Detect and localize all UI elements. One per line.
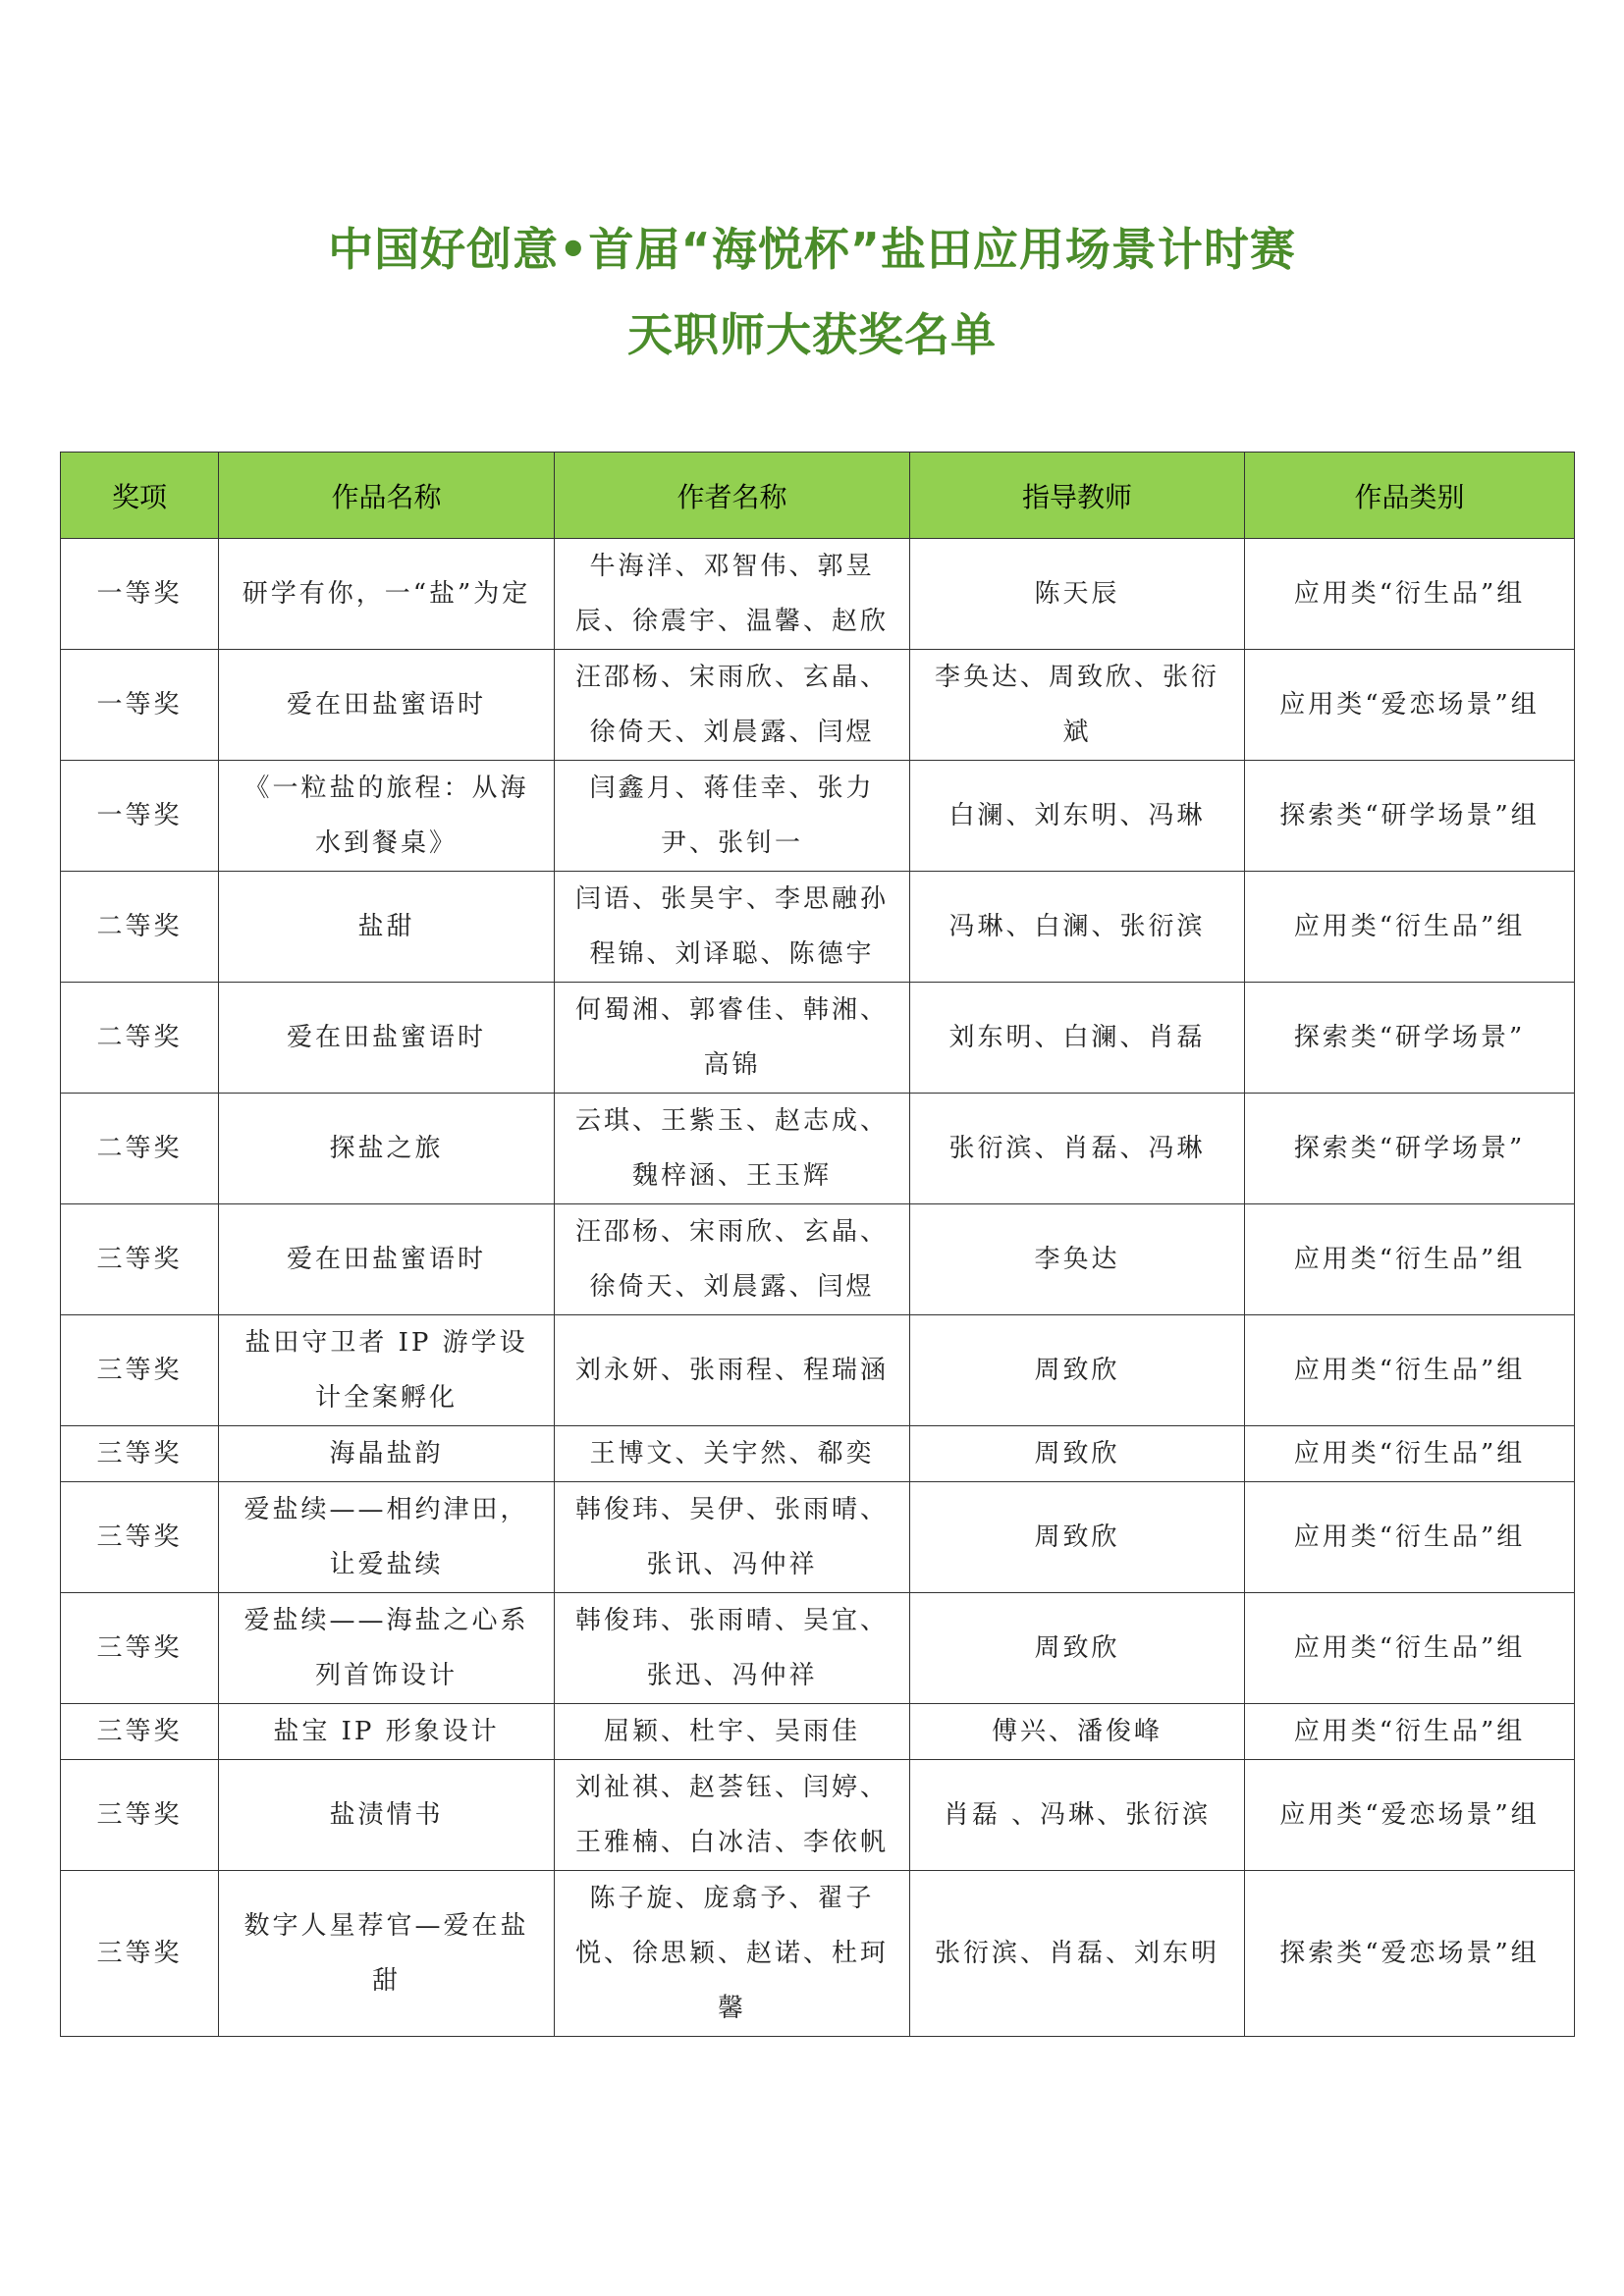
cell-category: 应用类“衍生品”组 xyxy=(1245,1593,1575,1704)
cell-award: 一等奖 xyxy=(61,650,219,761)
table-row xyxy=(61,1871,1575,2037)
cell-authors: 陈子旋、庞翕予、翟子悦、徐思颖、赵诺、杜珂馨 xyxy=(555,1871,910,2037)
table-row xyxy=(61,1760,1575,1871)
cell-authors: 闫鑫月、蒋佳幸、张力尹、张钊一 xyxy=(555,761,910,872)
cell-work: 爱在田盐蜜语时 xyxy=(219,983,555,1094)
cell-work: 《一粒盐的旅程：从海水到餐桌》 xyxy=(219,761,555,872)
cell-authors: 云琪、王紫玉、赵志成、魏梓涵、王玉辉 xyxy=(555,1094,910,1204)
cell-award: 二等奖 xyxy=(61,872,219,983)
cell-award: 三等奖 xyxy=(61,1482,219,1593)
cell-teachers: 傅兴、潘俊峰 xyxy=(910,1704,1245,1760)
cell-award: 二等奖 xyxy=(61,1094,219,1204)
header-authors: 作者名称 xyxy=(555,453,910,539)
cell-category: 应用类“衍生品”组 xyxy=(1245,1204,1575,1315)
cell-work: 盐田守卫者 IP 游学设计全案孵化 xyxy=(219,1315,555,1426)
cell-award: 三等奖 xyxy=(61,1704,219,1760)
cell-teachers: 陈天辰 xyxy=(910,539,1245,650)
cell-teachers: 李奂达 xyxy=(910,1204,1245,1315)
cell-teachers: 张衍滨、肖磊、刘东明 xyxy=(910,1871,1245,2037)
cell-category: 应用类“衍生品”组 xyxy=(1245,1482,1575,1593)
table-row xyxy=(61,650,1575,761)
table-row xyxy=(61,1593,1575,1704)
cell-authors: 王博文、关宇然、郗奕 xyxy=(555,1426,910,1482)
table-row xyxy=(61,1482,1575,1593)
cell-teachers: 白澜、刘东明、冯琳 xyxy=(910,761,1245,872)
cell-award: 三等奖 xyxy=(61,1204,219,1315)
cell-teachers: 刘东明、白澜、肖磊 xyxy=(910,983,1245,1094)
cell-teachers: 周致欣 xyxy=(910,1426,1245,1482)
cell-authors: 何蜀湘、郭睿佳、韩湘、高锦 xyxy=(555,983,910,1094)
cell-award: 一等奖 xyxy=(61,761,219,872)
cell-teachers: 张衍滨、肖磊、冯琳 xyxy=(910,1094,1245,1204)
cell-authors: 汪邵杨、宋雨欣、玄晶、徐倚天、刘晨露、闫煜 xyxy=(555,1204,910,1315)
cell-category: 探索类“研学场景” xyxy=(1245,1094,1575,1204)
cell-award: 三等奖 xyxy=(61,1315,219,1426)
cell-work: 探盐之旅 xyxy=(219,1094,555,1204)
cell-category: 探索类“爱恋场景”组 xyxy=(1245,1871,1575,2037)
cell-authors: 牛海洋、邓智伟、郭昱辰、徐震宇、温馨、赵欣 xyxy=(555,539,910,650)
cell-teachers: 李奂达、周致欣、张衍斌 xyxy=(910,650,1245,761)
cell-authors: 汪邵杨、宋雨欣、玄晶、徐倚天、刘晨露、闫煜 xyxy=(555,650,910,761)
cell-authors: 韩俊玮、张雨晴、吴宜、张迅、冯仲祥 xyxy=(555,1593,910,1704)
cell-award: 一等奖 xyxy=(61,539,219,650)
header-award: 奖项 xyxy=(61,453,219,539)
cell-award: 三等奖 xyxy=(61,1426,219,1482)
cell-award: 三等奖 xyxy=(61,1760,219,1871)
header-category: 作品类别 xyxy=(1245,453,1575,539)
cell-category: 应用类“衍生品”组 xyxy=(1245,1704,1575,1760)
cell-category: 探索类“研学场景”组 xyxy=(1245,761,1575,872)
table-row xyxy=(61,983,1575,1094)
cell-work: 爱盐续——相约津田，让爱盐续 xyxy=(219,1482,555,1593)
cell-work: 数字人星荐官—爱在盐甜 xyxy=(219,1871,555,2037)
cell-category: 应用类“衍生品”组 xyxy=(1245,1426,1575,1482)
cell-authors: 刘永妍、张雨程、程瑞涵 xyxy=(555,1315,910,1426)
page-title-line-1: 中国好创意•首届“海悦杯”盐田应用场景计时赛 xyxy=(328,223,1296,276)
cell-award: 三等奖 xyxy=(61,1871,219,2037)
cell-award: 二等奖 xyxy=(61,983,219,1094)
table-row xyxy=(61,1315,1575,1426)
cell-work: 爱盐续——海盐之心系列首饰设计 xyxy=(219,1593,555,1704)
awards-table xyxy=(60,452,1575,2037)
cell-category: 应用类“衍生品”组 xyxy=(1245,539,1575,650)
cell-authors: 韩俊玮、吴伊、张雨晴、张讯、冯仲祥 xyxy=(555,1482,910,1593)
table-row xyxy=(61,872,1575,983)
header-work: 作品名称 xyxy=(219,453,555,539)
table-row xyxy=(61,1094,1575,1204)
table-row xyxy=(61,539,1575,650)
cell-category: 应用类“爱恋场景”组 xyxy=(1245,650,1575,761)
table-header-row xyxy=(61,453,1575,539)
cell-award: 三等奖 xyxy=(61,1593,219,1704)
cell-authors: 闫语、张昊宇、李思融孙程锦、刘译聪、陈德宇 xyxy=(555,872,910,983)
cell-work: 海晶盐韵 xyxy=(219,1426,555,1482)
table-row xyxy=(61,761,1575,872)
cell-teachers: 周致欣 xyxy=(910,1482,1245,1593)
cell-work: 爱在田盐蜜语时 xyxy=(219,1204,555,1315)
cell-work: 盐渍情书 xyxy=(219,1760,555,1871)
cell-category: 探索类“研学场景” xyxy=(1245,983,1575,1094)
cell-category: 应用类“衍生品”组 xyxy=(1245,872,1575,983)
cell-work: 盐宝 IP 形象设计 xyxy=(219,1704,555,1760)
cell-work: 研学有你，一“盐”为定 xyxy=(219,539,555,650)
table-row xyxy=(61,1204,1575,1315)
cell-authors: 屈颖、杜宇、吴雨佳 xyxy=(555,1704,910,1760)
page-title-line-2: 天职师大获奖名单 xyxy=(627,308,997,361)
cell-category: 应用类“衍生品”组 xyxy=(1245,1315,1575,1426)
cell-teachers: 周致欣 xyxy=(910,1315,1245,1426)
cell-teachers: 肖磊 、冯琳、张衍滨 xyxy=(910,1760,1245,1871)
cell-work: 盐甜 xyxy=(219,872,555,983)
table-row xyxy=(61,1426,1575,1482)
header-teachers: 指导教师 xyxy=(910,453,1245,539)
cell-work: 爱在田盐蜜语时 xyxy=(219,650,555,761)
cell-authors: 刘祉祺、赵荟钰、闫婷、王雅楠、白冰洁、李依帆 xyxy=(555,1760,910,1871)
cell-teachers: 周致欣 xyxy=(910,1593,1245,1704)
cell-teachers: 冯琳、白澜、张衍滨 xyxy=(910,872,1245,983)
cell-category: 应用类“爱恋场景”组 xyxy=(1245,1760,1575,1871)
table-row xyxy=(61,1704,1575,1760)
